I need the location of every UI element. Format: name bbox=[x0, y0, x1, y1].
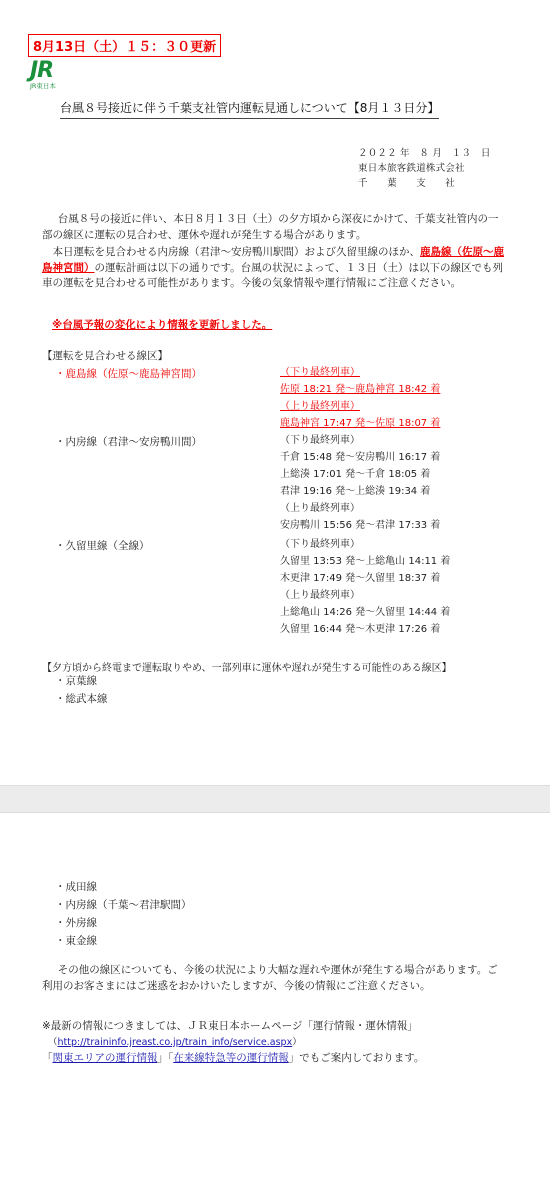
branch-name: 千 葉 支 社 bbox=[358, 178, 456, 189]
list-item: ・京葉線 bbox=[55, 675, 97, 687]
list-item: ・成田線 bbox=[55, 881, 97, 893]
impact-lines-list-page1 bbox=[55, 672, 108, 708]
suspended-lines-heading: 【運転を見合わせる線区】 bbox=[42, 350, 168, 362]
schedule-line: 木更津 17:49 発～久留里 18:37 着 bbox=[280, 573, 441, 584]
limited-express-link[interactable]: 在来線特急等の運行情報 bbox=[173, 1052, 289, 1064]
kashima-highlight: 鹿島線（佐原～鹿島神宮間） bbox=[42, 246, 504, 274]
schedule-line: 久留里 16:44 発～木更津 17:26 着 bbox=[280, 624, 441, 635]
closing-paragraph bbox=[42, 962, 508, 994]
schedule-line: （下り最終列車） bbox=[280, 367, 360, 378]
list-item: ・外房線 bbox=[55, 917, 97, 929]
kururi-line-name: ・久留里線（全線） bbox=[55, 540, 150, 552]
closing-text: その他の線区についても、今後の状況により大幅な遅れや運休が発生する場合があります。ご利用のお客さまにはご迷惑をおかけいたしますが、今後の情報にご注意ください。 bbox=[42, 964, 498, 992]
schedule-line: （上り最終列車） bbox=[280, 590, 360, 601]
company-name: 東日本旅客鉄道株式会社 bbox=[358, 163, 465, 174]
kashima-line-name: ・鹿島線（佐原～鹿島神宮間） bbox=[55, 368, 202, 380]
list-item: ・内房線（千葉～君津駅間） bbox=[55, 899, 192, 911]
intro-paragraph-2 bbox=[42, 245, 504, 292]
jr-logo-mark: JR bbox=[30, 58, 54, 83]
jr-logo-subtext: JR東日本 bbox=[30, 82, 56, 90]
update-notice-badge: 8月13日（土）１５：３０更新 bbox=[28, 34, 221, 57]
schedule-line: 上総亀山 14:26 発～久留里 14:44 着 bbox=[280, 607, 451, 618]
possible-impact-heading: 【夕方頃から終電まで運転取りやめ、一部列車に運休や遅れが発生する可能性のある線区】 bbox=[42, 663, 452, 674]
area-links-line: 「関東エリアの運行情報」「在来線特急等の運行情報」でもご案内しております。 bbox=[42, 1052, 425, 1064]
uchibo-schedule bbox=[280, 432, 500, 534]
schedule-line: 佐原 18:21 発～鹿島神宮 18:42 着 bbox=[280, 384, 441, 395]
kururi-schedule bbox=[280, 536, 500, 638]
schedule-line: （下り最終列車） bbox=[280, 435, 360, 446]
update-notice-text: ※台風予報の変化により情報を更新しました。 bbox=[52, 319, 273, 331]
uchibo-line-name: ・内房線（君津～安房鴨川間） bbox=[55, 436, 202, 448]
schedule-line: 安房鴨川 15:56 発～君津 17:33 着 bbox=[280, 520, 441, 531]
service-info-link[interactable]: http://traininfo.jreast.co.jp/train_info/service.aspx bbox=[57, 1037, 293, 1048]
schedule-line: 君津 19:16 発～上総湊 19:34 着 bbox=[280, 486, 431, 497]
schedule-line: 鹿島神宮 17:47 発～佐原 18:07 着 bbox=[280, 418, 441, 429]
list-item: ・東金線 bbox=[55, 935, 97, 947]
page-separator bbox=[0, 785, 550, 813]
document-meta bbox=[358, 146, 491, 191]
document-page-2 bbox=[0, 813, 550, 1200]
list-item: ・総武本線 bbox=[55, 693, 108, 705]
schedule-line: 久留里 13:53 発～上総亀山 14:11 着 bbox=[280, 556, 451, 567]
impact-lines-list-page2 bbox=[55, 878, 192, 950]
latest-info-note: ※最新の情報につきましては、ＪＲ東日本ホームページ「運行情報・運休情報」 bbox=[42, 1020, 418, 1032]
url-line: （http://traininfo.jreast.co.jp/train_info/service.aspx） bbox=[48, 1037, 302, 1048]
jr-east-logo bbox=[30, 60, 78, 92]
kashima-schedule bbox=[280, 364, 500, 432]
kanto-area-link[interactable]: 関東エリアの運行情報 bbox=[52, 1052, 158, 1064]
links-tail-text: でもご案内しております。 bbox=[299, 1052, 425, 1064]
intro-p2-before: 本日運転を見合わせる内房線（君津～安房鴨川駅間）および久留里線のほか、 bbox=[52, 246, 420, 258]
schedule-line: （下り最終列車） bbox=[280, 539, 360, 550]
intro-p2-after: の運転計画は以下の通りです。台風の状況によって、１３日（土）は以下の線区でも列車の運転を見合わせる可能性があります。今後の気象情報や運行情報にご注意ください。 bbox=[42, 261, 503, 289]
intro-paragraph-1 bbox=[42, 212, 504, 243]
schedule-line: （上り最終列車） bbox=[280, 503, 360, 514]
schedule-line: （上り最終列車） bbox=[280, 401, 360, 412]
document-date: ２０２２ 年 ８ 月 １３ 日 bbox=[358, 148, 491, 159]
schedule-line: 上総湊 17:01 発～千倉 18:05 着 bbox=[280, 469, 431, 480]
schedule-line: 千倉 15:48 発～安房鴨川 16:17 着 bbox=[280, 452, 441, 463]
intro-p1-text: 台風８号の接近に伴い、本日８月１３日（土）の夕方頃から深夜にかけて、千葉支社管内の一部の線区に運転の見合わせ、運休や遅れが発生する場合があります。 bbox=[42, 213, 499, 241]
document-title: 台風８号接近に伴う千葉支社管内運転見通しについて【8月１３日分】 bbox=[60, 99, 439, 119]
